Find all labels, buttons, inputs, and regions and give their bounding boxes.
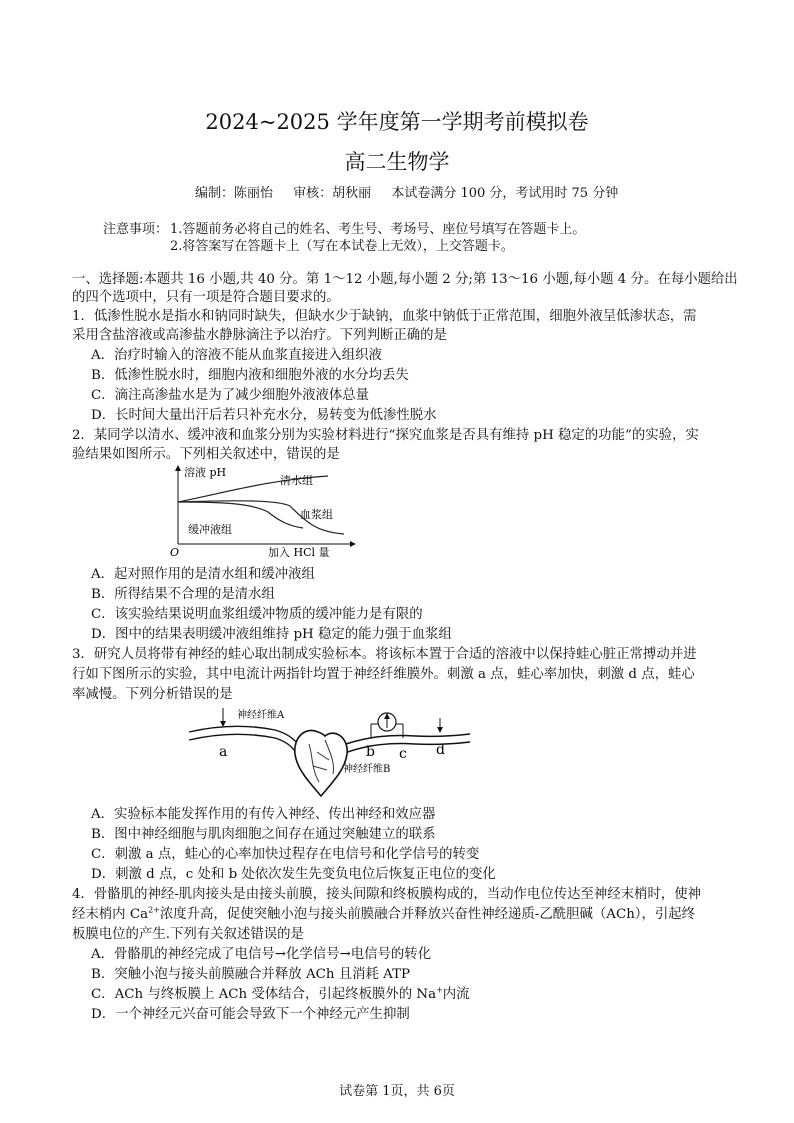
notice-label: 注意事项：	[103, 222, 169, 237]
q1-stem: 1．低渗性脱水是指水和钠同时缺失，但缺水少于缺钠，血浆中钠低于正常范围，细胞外液呈低渗状态，需	[72, 309, 697, 324]
q4-option-c: C．ACh 与终板膜上 ACh 受体结合，引起终板膜外的 Na+内流	[91, 985, 470, 1002]
buffer-group-label: 缓冲液组	[188, 523, 232, 536]
notice-item: 1.答题前务必将自己的姓名、考生号、考场号、座位号填写在答题卡上。	[170, 222, 586, 237]
point-c-label: c	[399, 746, 407, 762]
nerve-b-label: 神经纤维B	[343, 764, 391, 775]
q3-option-c: C．刺激 a 点，蛙心的心率加快过程存在电信号和化学信号的转变	[91, 847, 480, 862]
page-subtitle: 高二生物学	[344, 150, 450, 174]
q2-option-a: A．起对照作用的是清水组和缓冲液组	[91, 567, 315, 582]
q4-option-a: A．骨骼肌的神经完成了电信号→化学信号→电信号的转化	[91, 947, 432, 962]
q2-option-c: C．该实验结果说明血浆组缓冲物质的缓冲能力是有限的	[91, 607, 423, 622]
q2-stem: 2．某同学以清水、缓冲液和血浆分别为实验材料进行“探究血浆是否具有维持 pH 稳定的功能”的实验，实	[72, 428, 699, 443]
plasma-group-label: 血浆组	[300, 508, 333, 521]
point-b-label: b	[366, 744, 375, 760]
q4-stem: 板膜电位的产生.下列有关叙述错误的是	[72, 927, 304, 942]
point-a-label: a	[219, 744, 228, 760]
nerve-fiber-a	[189, 726, 303, 750]
q3-frog-heart-figure	[185, 704, 475, 802]
q4-option-b: B．突触小泡与接头前膜融合并释放 ACh 且消耗 ATP	[91, 967, 411, 982]
q4-option-d: D．一个神经元兴奋可能会导致下一个神经元产生抑制	[91, 1007, 410, 1022]
water-group-label: 清水组	[280, 474, 313, 487]
q1-option-a: A．治疗时输入的溶液不能从血浆直接进入组织液	[91, 348, 382, 363]
section-intro: 一、选择题:本题共 16 小题,共 40 分。第 1～12 小题,每小题 2 分;第 13～16 小题,每小题 4 分。在每小题给出	[72, 272, 738, 287]
frog-heart-icon	[295, 730, 347, 796]
q2-option-b: B．所得结果不合理的是清水组	[91, 587, 275, 602]
q2-ph-figure	[168, 462, 358, 560]
q2-option-d: D．图中的结果表明缓冲液组维持 pH 稳定的能力强于血浆组	[91, 627, 452, 642]
q3-stem: 行如下图所示的实验，其中电流计两指针均置于神经纤维膜外。刺激 a 点，蛙心率加快，刺激 d 点，蛙心	[72, 667, 695, 682]
exam-meta	[195, 182, 634, 201]
page-footer: 试卷第 1页，共 6页	[339, 1084, 455, 1099]
q3-option-a: A．实验标本能发挥作用的有传入神经、传出神经和效应器	[91, 807, 436, 822]
q4-stem: 经末梢内 $Ca^{2+}$浓度升高，促使突触小泡与接头前膜融合并释放兴奋性神经递质-乙酰胆碱（ACh），引起终	[72, 905, 696, 922]
y-axis-label: 溶液 pH	[184, 466, 227, 479]
origin-label: O	[170, 546, 180, 559]
editor: 编制：陈丽怡	[195, 186, 274, 201]
q4-stem: 4．骨骼肌的神经-肌肉接头是由接头前膜，接头间隙和终板膜构成的，当动作电位传达至神经末梢时，使神	[72, 887, 702, 902]
exam-info: 本试卷满分 100 分，考试用时 75 分钟	[391, 186, 619, 201]
q2-stem: 验结果如图所示。下列相关叙述中，错误的是	[72, 447, 340, 462]
q1-stem: 采用含盐溶液或高渗盐水静脉滴注予以治疗。下列判断正确的是	[72, 328, 447, 343]
q3-option-d: D．刺激 d 点，c 处和 b 处依次发生先变负电位后恢复正电位的变化	[91, 867, 496, 882]
x-axis-label: 加入 HCl 量	[268, 546, 330, 559]
notice-item: 2.将答案写在答题卡上（写在本试卷上无效），上交答题卡。	[170, 239, 514, 254]
nerve-a-label: 神经纤维A	[237, 710, 285, 721]
q1-option-c: C．滴注高渗盐水是为了减少细胞外液液体总量	[91, 388, 370, 403]
reviewer: 审核：胡秋丽	[293, 186, 372, 201]
q1-option-d: D．长时间大量出汗后若只补充水分，易转变为低渗性脱水	[91, 408, 437, 423]
q1-option-b: B．低渗性脱水时，细胞内液和细胞外液的水分均丢失	[91, 368, 409, 383]
page-title: 2024~2025 学年度第一学期考前模拟卷	[205, 110, 589, 134]
section-intro: 的四个选项中，只有一项是符合题目要求的。	[72, 290, 340, 305]
q3-stem: 3．研究人员将带有神经的蛙心取出制成实验标本。将该标本置于合适的溶液中以保持蛙心脏正常搏动并进	[72, 647, 697, 662]
point-d-label: d	[436, 742, 445, 758]
q3-stem: 率减慢。下列分析错误的是	[72, 687, 233, 702]
q3-option-b: B．图中神经细胞与肌肉细胞之间存在通过突触建立的联系	[91, 827, 436, 842]
